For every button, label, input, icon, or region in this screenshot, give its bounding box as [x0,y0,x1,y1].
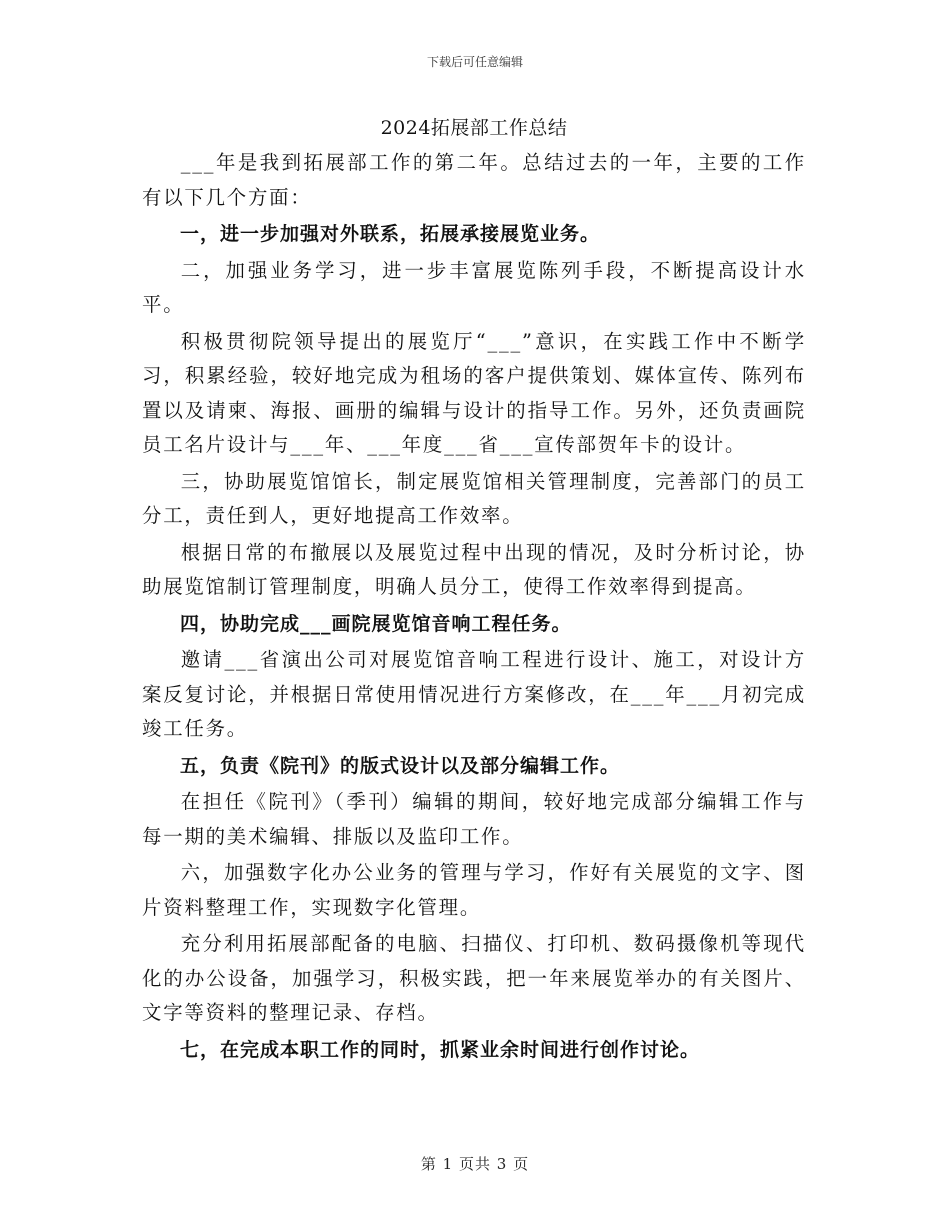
section-heading: 一，进一步加强对外联系，拓展承接展览业务。 [180,223,601,245]
section-heading: 四，协助完成___画院展览馆音响工程任务。 [180,612,572,635]
body-paragraph: 二，加强业务学习，进一步丰富展览陈列手段，不断提高设计水平。 [142,258,806,316]
body-paragraph: 充分利用拓展部配备的电脑、扫描仪、打印机、数码摄像机等现代化的办公设备，加强学习，积极实践，把一年来展览举办的有关图片、文字等资料的整理记录、存档。 [142,932,806,1024]
page-number: 第 1 页共 3 页 [420,1155,530,1173]
document-title: 2024拓展部工作总结 [380,117,568,139]
section-heading: 五，负责《院刊》的版式设计以及部分编辑工作。 [180,754,621,777]
body-paragraph: 邀请___省演出公司对展览馆音响工程进行设计、施工，对设计方案反复讨论，并根据日常使用情况进行方案修改，在___年___月初完成竣工任务。 [142,648,806,740]
body-paragraph: 在担任《院刊》（季刊）编辑的期间，较好地完成部分编辑工作与每一期的美术编辑、排版以及监印工作。 [142,790,806,848]
document-body [142,112,806,1069]
body-paragraph: 积极贯彻院领导提出的展览厅“___”意识，在实践工作中不断学习，积累经验，较好地完成为租场的客户提供策划、媒体宣传、陈列布置以及请柬、海报、画册的编辑与设计的指导工作。另外，还负责画院员工名片设计与___年、___年度___省___宣传部贺年卡的设计。 [142,329,806,456]
body-paragraph: 根据日常的布撤展以及展览过程中出现的情况，及时分析讨论，协助展览馆制订管理制度，明确人员分工，使得工作效率得到提高。 [142,540,806,598]
section-heading: 七，在完成本职工作的同时，抓紧业余时间进行创作讨论。 [180,1038,701,1061]
paragraph-list [142,146,806,1067]
body-paragraph: 三，协助展览馆馆长，制定展览馆相关管理制度，完善部门的员工分工，责任到人，更好地提高工作效率。 [142,469,806,527]
body-paragraph: ___年是我到拓展部工作的第二年。总结过去的一年，主要的工作有以下几个方面： [142,151,806,209]
header-note: 下载后可任意编辑 [426,55,523,69]
body-paragraph: 六，加强数字化办公业务的管理与学习，作好有关展览的文字、图片资料整理工作，实现数字化管理。 [142,861,806,919]
